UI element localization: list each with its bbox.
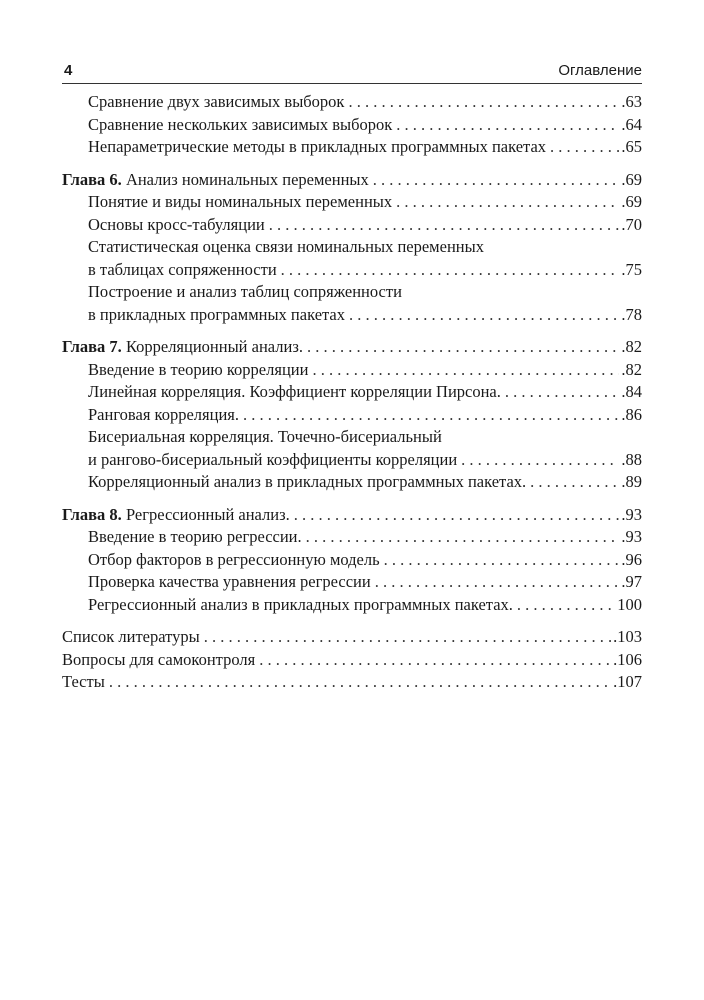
toc-entry-multiline-first[interactable] bbox=[88, 426, 642, 449]
chapter-label: Глава 7. bbox=[62, 337, 122, 356]
toc-entry-title: Корреляционный анализ в прикладных программных пакетах. bbox=[88, 472, 527, 491]
toc-entry-page: .65 bbox=[621, 137, 642, 156]
chapter-label: Глава 8. bbox=[62, 504, 122, 524]
toc-entry[interactable] bbox=[88, 214, 642, 237]
toc-entry-page: .63 bbox=[621, 92, 642, 111]
toc-entry-title: Понятие и виды номинальных переменных bbox=[88, 192, 393, 211]
toc-entry-title-cont: в прикладных программных пакетах bbox=[88, 304, 345, 324]
toc-chapter-7[interactable] bbox=[62, 336, 642, 359]
toc-entry-multiline-last[interactable] bbox=[88, 449, 642, 472]
dot-leader bbox=[349, 304, 619, 327]
toc-entry-page: .64 bbox=[621, 114, 642, 134]
dot-leader bbox=[281, 259, 620, 282]
toc-entry[interactable] bbox=[88, 114, 642, 137]
toc-entry[interactable] bbox=[88, 381, 642, 404]
dot-leader bbox=[396, 191, 619, 214]
spacer bbox=[62, 326, 642, 336]
dot-leader bbox=[109, 671, 611, 694]
dot-leader bbox=[204, 626, 611, 649]
toc-entry-title: Тесты bbox=[62, 672, 105, 691]
toc-entry-page: .78 bbox=[621, 304, 642, 324]
dot-leader bbox=[550, 136, 619, 159]
dot-leader bbox=[375, 571, 620, 594]
dot-leader bbox=[373, 169, 620, 192]
toc-entry-title: Ранговая корреляция. bbox=[88, 404, 239, 424]
toc-chapter-6[interactable] bbox=[62, 169, 642, 192]
toc-entry[interactable] bbox=[88, 359, 642, 382]
toc-entry-page: .106 bbox=[613, 649, 642, 669]
toc-entry-title: Регрессионный анализ в прикладных программных пакетах. bbox=[88, 594, 513, 614]
dot-leader bbox=[294, 504, 620, 527]
running-title: Оглавление bbox=[558, 62, 642, 79]
dot-leader bbox=[348, 91, 619, 114]
dot-leader bbox=[396, 114, 619, 137]
toc-entry[interactable] bbox=[88, 549, 642, 572]
toc-entry[interactable] bbox=[88, 136, 642, 159]
toc-back-entry[interactable] bbox=[62, 626, 642, 649]
chapter-title: Корреляционный анализ. bbox=[125, 337, 303, 356]
dot-leader bbox=[243, 404, 619, 427]
spacer bbox=[62, 616, 642, 626]
dot-leader bbox=[384, 549, 620, 572]
toc-entry-page: .70 bbox=[621, 214, 642, 234]
toc-entry-multiline-first[interactable] bbox=[88, 281, 642, 304]
header-rule bbox=[62, 83, 642, 84]
toc-entry-page: .93 bbox=[621, 504, 642, 524]
toc-entry-page: .107 bbox=[613, 672, 642, 691]
toc-entry-title: Сравнение двух зависимых выборок bbox=[88, 92, 345, 111]
toc-entry-title: Список литературы bbox=[62, 627, 200, 646]
toc-entry-title: Бисериальная корреляция. Точечно-бисериальный bbox=[88, 427, 442, 446]
toc-entry-title: Проверка качества уравнения регрессии bbox=[88, 572, 371, 591]
page-header bbox=[62, 60, 642, 82]
toc-entry-title: Статистическая оценка связи номинальных переменных bbox=[88, 237, 484, 256]
dot-leader bbox=[461, 449, 619, 472]
toc-entry-page: .86 bbox=[621, 404, 642, 424]
dot-leader bbox=[307, 336, 619, 359]
toc-entry-title: Введение в теорию корреляции bbox=[88, 359, 309, 379]
toc-entry-title-cont: в таблицах сопряженности bbox=[88, 259, 277, 279]
toc-entry-multiline-last[interactable] bbox=[88, 259, 642, 282]
toc-entry[interactable] bbox=[88, 471, 642, 494]
toc-entry-title: Отбор факторов в регрессионную модель bbox=[88, 549, 380, 569]
dot-leader bbox=[259, 649, 611, 672]
dot-leader bbox=[517, 594, 615, 617]
dot-leader bbox=[505, 381, 620, 404]
chapter-label: Глава 6. bbox=[62, 169, 122, 189]
spacer bbox=[62, 494, 642, 504]
toc-entry-title: Непараметрические методы в прикладных программных пакетах bbox=[88, 137, 547, 156]
toc-entry-page: .88 bbox=[621, 449, 642, 469]
toc-entry-title-cont: и рангово-бисериальный коэффициенты корреляции bbox=[88, 449, 458, 469]
toc-entry-page: .89 bbox=[621, 472, 642, 491]
toc-entry[interactable] bbox=[88, 91, 642, 114]
toc-entry-title: Линейная корреляция. Коэффициент корреляции Пирсона. bbox=[88, 382, 501, 401]
toc-entry-page: 100 bbox=[617, 594, 642, 614]
page-number: 4 bbox=[64, 62, 73, 79]
toc-entry-multiline-first[interactable] bbox=[88, 236, 642, 259]
toc-entry[interactable] bbox=[88, 594, 642, 617]
chapter-title: Анализ номинальных переменных bbox=[125, 169, 369, 189]
dot-leader bbox=[269, 214, 620, 237]
toc-entry[interactable] bbox=[88, 191, 642, 214]
chapter-title: Регрессионный анализ. bbox=[125, 504, 290, 524]
toc-entry-page: .82 bbox=[621, 359, 642, 379]
toc-entry-page: .82 bbox=[621, 337, 642, 356]
toc-entry-page: .97 bbox=[621, 572, 642, 591]
toc-back-entry[interactable] bbox=[62, 671, 642, 694]
toc-chapter-8[interactable] bbox=[62, 504, 642, 527]
toc-entry-page: .96 bbox=[621, 549, 642, 569]
toc-entry-title: Вопросы для самоконтроля bbox=[62, 649, 256, 669]
table-of-contents bbox=[62, 91, 642, 694]
toc-entry-page: .69 bbox=[621, 192, 642, 211]
toc-entry-title: Введение в теорию регрессии. bbox=[88, 527, 302, 546]
dot-leader bbox=[306, 526, 620, 549]
toc-entry[interactable] bbox=[88, 571, 642, 594]
toc-entry-page: .93 bbox=[621, 527, 642, 546]
dot-leader bbox=[530, 471, 619, 494]
toc-entry-page: .69 bbox=[621, 169, 642, 189]
dot-leader bbox=[312, 359, 619, 382]
toc-entry-title: Построение и анализ таблиц сопряженности bbox=[88, 282, 402, 301]
toc-back-entry[interactable] bbox=[62, 649, 642, 672]
spacer bbox=[62, 159, 642, 169]
toc-entry-title: Сравнение нескольких зависимых выборок bbox=[88, 114, 393, 134]
toc-entry-page: .103 bbox=[613, 627, 642, 646]
toc-entry-page: .75 bbox=[621, 259, 642, 279]
toc-entry[interactable] bbox=[88, 404, 642, 427]
toc-entry-multiline-last[interactable] bbox=[88, 304, 642, 327]
toc-entry-title: Основы кросс-табуляции bbox=[88, 214, 265, 234]
toc-entry[interactable] bbox=[88, 526, 642, 549]
toc-entry-page: .84 bbox=[621, 382, 642, 401]
